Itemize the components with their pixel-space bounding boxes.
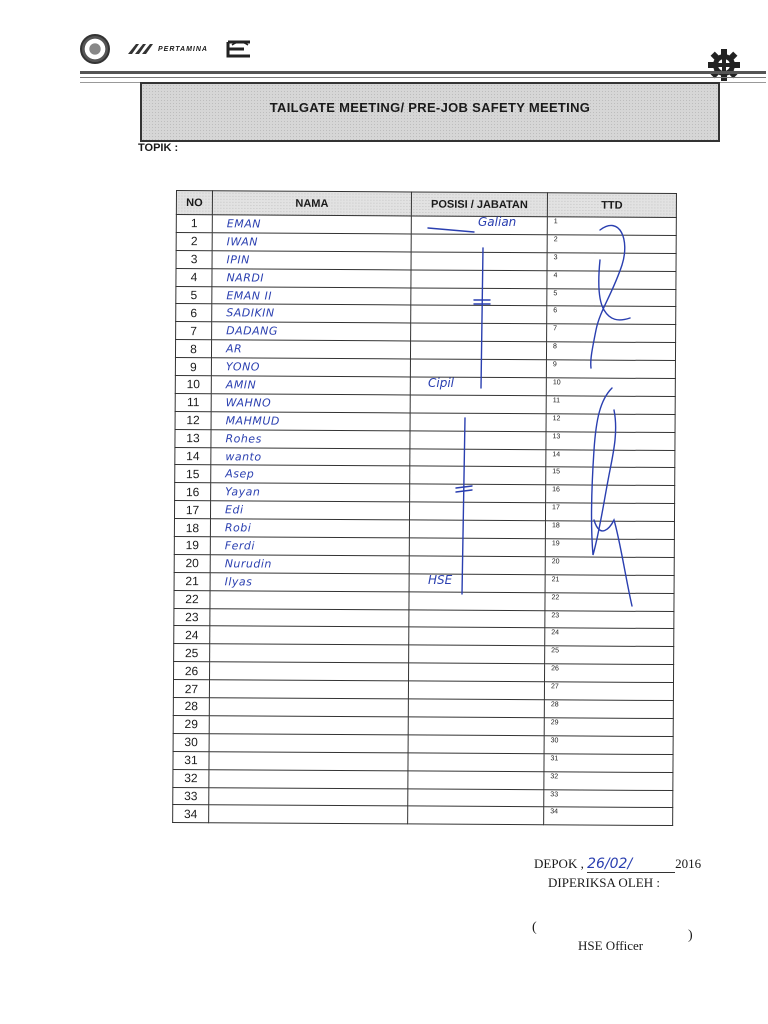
row-signature-cell — [546, 378, 675, 397]
row-name: Robi — [210, 519, 409, 538]
signature-row-number: 9 — [552, 361, 557, 369]
signature-row-number: 7 — [553, 325, 558, 333]
date-line — [534, 856, 701, 873]
row-signature-cell — [545, 575, 674, 594]
row-name: Ferdi — [210, 537, 409, 556]
signature-row-number: 22 — [551, 594, 560, 602]
header-rule-thick — [80, 71, 766, 74]
row-signature-cell — [544, 807, 673, 826]
row-signature-cell — [545, 503, 674, 522]
row-name: EMAN — [212, 215, 411, 234]
row-name — [209, 805, 408, 824]
row-position — [410, 466, 546, 485]
row-position — [408, 753, 544, 772]
row-position — [410, 395, 546, 414]
row-name: wanto — [211, 447, 410, 466]
row-name: AMIN — [211, 376, 410, 395]
row-number: 16 — [175, 483, 211, 501]
signature-row-number: 31 — [550, 755, 559, 763]
row-signature-cell — [547, 288, 676, 307]
row-signature-cell — [544, 771, 673, 790]
row-number: 7 — [176, 322, 212, 340]
row-number: 29 — [173, 715, 209, 733]
row-position — [411, 252, 547, 271]
row-name — [209, 751, 408, 770]
signature-row-number: 3 — [553, 254, 558, 262]
row-number: 8 — [175, 340, 211, 358]
checked-by-label: DIPERIKSA OLEH : — [548, 875, 660, 890]
row-position — [410, 341, 546, 360]
column-header-ttd: TTD — [547, 193, 676, 218]
row-signature-cell — [547, 270, 676, 289]
row-position — [411, 234, 547, 253]
signature-row-number: 13 — [552, 432, 561, 441]
row-signature-cell — [547, 235, 676, 254]
row-number: 1 — [176, 215, 212, 233]
row-number: 25 — [174, 644, 210, 662]
signature-row-number: 21 — [551, 576, 560, 584]
column-header-nama: NAMA — [212, 191, 411, 216]
row-signature-cell — [544, 700, 673, 719]
row-name: MAHMUD — [211, 412, 410, 431]
row-name: WAHNO — [211, 394, 410, 413]
signature-row-number: 17 — [552, 504, 560, 512]
row-name — [210, 626, 409, 645]
row-name: DADANG — [212, 322, 411, 341]
column-header-no: NO — [176, 191, 212, 215]
row-number: 3 — [176, 250, 212, 268]
row-number: 17 — [174, 501, 210, 519]
row-signature-cell — [545, 646, 674, 665]
row-position — [408, 788, 544, 807]
row-position — [409, 592, 545, 611]
row-number: 5 — [176, 286, 212, 304]
attendance-table — [172, 190, 676, 835]
row-signature-cell — [546, 485, 675, 504]
pertamina-mark-icon — [128, 42, 154, 56]
pertamina-logo — [128, 42, 208, 56]
row-name: EMAN II — [212, 286, 411, 305]
row-name: YONO — [211, 358, 410, 377]
row-number: 34 — [173, 805, 209, 823]
row-name — [210, 590, 409, 609]
title-box — [140, 82, 720, 142]
signature-row-number: 33 — [550, 790, 559, 798]
row-number: 22 — [174, 590, 210, 608]
column-header-posisi: POSISI / JABATAN — [411, 192, 547, 217]
government-seal-logo — [80, 34, 110, 64]
row-signature-cell — [547, 306, 676, 325]
row-position — [408, 806, 544, 825]
signature-row-number: 18 — [551, 522, 560, 530]
signature-row-number: 28 — [550, 701, 559, 709]
row-name — [209, 769, 408, 788]
signature-row-number: 1 — [553, 218, 558, 226]
signature-row-number: 10 — [552, 379, 561, 387]
row-signature-cell — [545, 664, 674, 683]
row-name: Ilyas — [210, 573, 409, 592]
signature-row-number: 23 — [551, 611, 560, 619]
row-position — [409, 627, 545, 646]
row-position — [408, 699, 544, 718]
partner-logo — [224, 38, 254, 60]
row-position — [409, 645, 545, 664]
row-name: NARDI — [212, 268, 411, 287]
row-number: 15 — [175, 465, 211, 483]
row-number: 12 — [175, 411, 211, 429]
year-label: 2016 — [675, 856, 702, 871]
row-number: 31 — [173, 751, 209, 769]
row-position — [410, 359, 546, 378]
row-number: 2 — [176, 232, 212, 250]
signature-row-number: 8 — [553, 343, 557, 351]
row-number: 27 — [173, 680, 209, 698]
row-name: Asep — [211, 465, 410, 484]
header-rule-thin — [80, 77, 766, 78]
position-note: HSE — [428, 573, 453, 587]
row-number: 21 — [174, 572, 210, 590]
row-name: Nurudin — [210, 555, 409, 574]
row-number: 13 — [175, 429, 211, 447]
row-number: 33 — [173, 787, 209, 805]
row-signature-cell — [545, 628, 674, 647]
signature-row-number: 30 — [550, 737, 559, 745]
row-name: AR — [211, 340, 410, 359]
footer-signoff — [534, 856, 701, 891]
row-number: 20 — [174, 554, 210, 572]
row-signature-cell — [546, 467, 675, 486]
row-position — [409, 538, 545, 557]
pertamina-logo-text: PERTAMINA — [158, 45, 208, 53]
signature-row-number: 20 — [551, 558, 560, 566]
row-number: 24 — [174, 626, 210, 644]
signature-row-number: 4 — [553, 271, 558, 280]
row-number: 30 — [173, 733, 209, 751]
row-name: SADIKIN — [212, 304, 411, 323]
row-name — [209, 716, 408, 735]
row-signature-cell — [545, 592, 674, 611]
row-position — [409, 556, 545, 575]
row-signature-cell — [545, 521, 674, 540]
row-signature-cell — [546, 449, 675, 468]
signature-row-number: 2 — [553, 236, 558, 244]
signature-row-number: 5 — [553, 289, 558, 297]
signature-row-number: 12 — [552, 415, 561, 423]
row-position — [409, 663, 545, 682]
row-signature-cell — [547, 253, 676, 272]
signature-row-number: 34 — [550, 808, 559, 816]
row-number: 26 — [174, 662, 210, 680]
officer-role-label: HSE Officer — [578, 938, 644, 953]
partner-e-mark-icon — [224, 38, 254, 60]
position-note: Galian — [478, 215, 517, 229]
row-position — [408, 717, 544, 736]
row-signature-cell — [544, 682, 673, 701]
row-number: 6 — [176, 304, 212, 322]
signature-row-number: 29 — [550, 719, 559, 727]
row-position — [408, 771, 544, 790]
page-title: TAILGATE MEETING/ PRE-JOB SAFETY MEETING — [269, 100, 591, 115]
row-position — [410, 449, 546, 468]
signature-paren-open: ( — [532, 920, 537, 935]
signature-row-number: 11 — [552, 397, 561, 405]
row-signature-cell — [547, 324, 676, 343]
row-name: Yayan — [211, 483, 410, 502]
row-position — [409, 520, 545, 539]
row-signature-cell — [545, 610, 674, 629]
row-signature-cell — [544, 736, 673, 755]
signature-row-number: 24 — [551, 629, 560, 637]
signature-row-number: 16 — [552, 486, 560, 494]
signature-row-number: 15 — [552, 468, 561, 476]
row-signature-cell — [544, 718, 673, 737]
row-name: Edi — [210, 501, 409, 520]
row-position — [408, 681, 544, 700]
row-name — [209, 734, 408, 753]
row-signature-cell — [546, 431, 675, 450]
signature-row-number: 26 — [551, 665, 559, 673]
row-position — [410, 413, 546, 432]
signature-paren-close: ) — [688, 928, 693, 943]
row-signature-cell — [545, 539, 674, 558]
handwritten-date: 26/02/ — [587, 856, 675, 873]
row-position — [411, 305, 547, 324]
signature-row-number: 14 — [552, 450, 561, 458]
row-number: 19 — [174, 537, 210, 555]
row-position — [408, 735, 544, 754]
row-position — [409, 502, 545, 521]
row-position — [411, 323, 547, 342]
row-number: 18 — [174, 519, 210, 537]
table-row — [173, 805, 673, 826]
row-position — [409, 610, 545, 629]
row-name — [210, 608, 409, 627]
position-note: Cipil — [428, 376, 454, 391]
signature-row-number: 25 — [551, 647, 560, 655]
row-number: 23 — [174, 608, 210, 626]
row-signature-cell — [545, 557, 674, 576]
row-name: Rohes — [211, 429, 410, 448]
header-logos — [80, 32, 254, 66]
row-signature-cell — [547, 217, 676, 236]
row-number: 10 — [175, 376, 211, 394]
row-number: 4 — [176, 268, 212, 286]
row-name — [210, 662, 409, 681]
row-signature-cell — [546, 414, 675, 433]
row-name: IPIN — [212, 251, 411, 270]
row-name — [209, 787, 408, 806]
row-signature-cell — [546, 360, 675, 379]
row-name: IWAN — [212, 233, 411, 252]
row-name — [209, 680, 408, 699]
row-position — [411, 287, 547, 306]
place-label: DEPOK , — [534, 856, 584, 871]
row-name — [209, 698, 408, 717]
row-position — [410, 431, 546, 450]
signature-row-number: 27 — [550, 683, 559, 691]
signature-row-number: 19 — [551, 540, 560, 548]
signature-row-number: 6 — [553, 307, 558, 315]
table-header-row — [176, 191, 676, 218]
row-name — [210, 644, 409, 663]
row-position — [411, 270, 547, 289]
row-number: 28 — [173, 698, 209, 716]
row-number: 14 — [175, 447, 211, 465]
row-number: 9 — [175, 358, 211, 376]
signature-row-number: 32 — [550, 772, 559, 780]
row-number: 11 — [175, 393, 211, 411]
row-number: 32 — [173, 769, 209, 787]
row-signature-cell — [544, 789, 673, 808]
row-position — [410, 484, 546, 503]
row-signature-cell — [544, 753, 673, 772]
row-signature-cell — [546, 342, 675, 361]
topic-label: TOPIK : — [138, 142, 179, 154]
row-signature-cell — [546, 396, 675, 415]
